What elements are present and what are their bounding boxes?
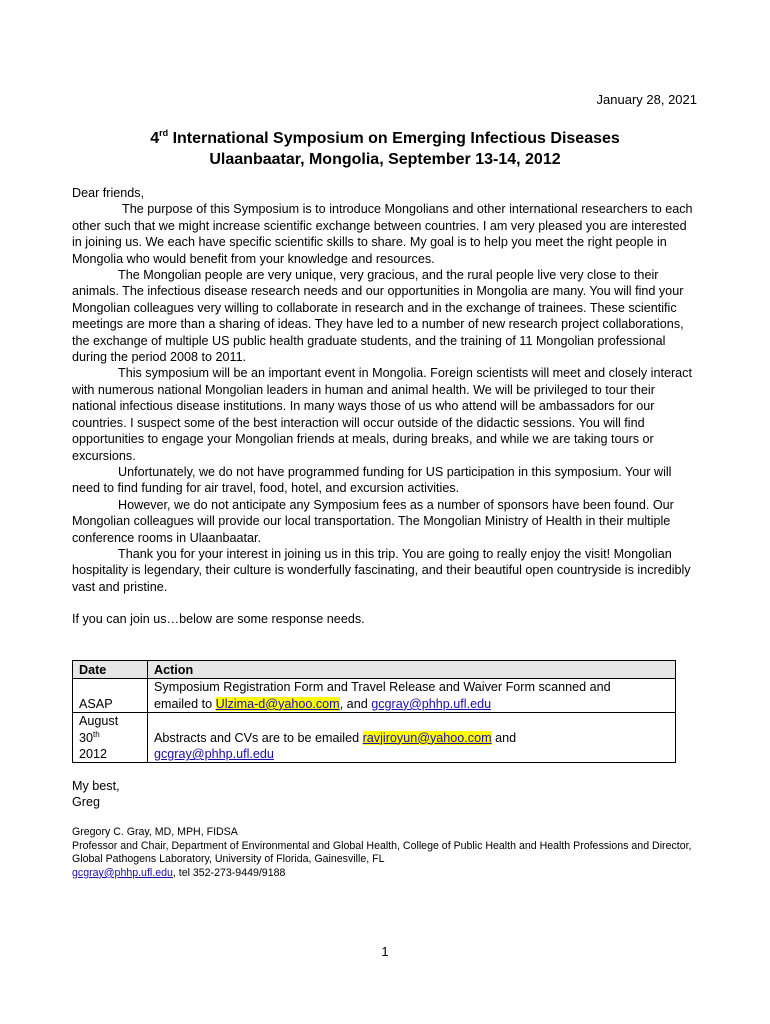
row2-date-month: August [79,714,119,729]
row1-action-line2 [154,696,669,712]
email-link-ravjiroyun[interactable]: ravjiroyun@yahoo.com [362,730,492,745]
letter-body [72,185,698,628]
row2-date-year: 2012 [79,747,108,762]
title-ordinal-suffix: rd [159,128,169,138]
signature-contact [72,867,702,881]
paragraph-fees: However, we do not anticipate any Symposium fees as a number of sponsors have been found. Our Mongolian colleagues will provide our local transportation. The Mongolian Ministry of Health in their multiple conference rooms in Ulaanbaatar. [72,497,674,545]
response-table [72,660,676,763]
email-link-ulzima[interactable]: Ulzima-d@yahoo.com [215,696,340,711]
page-number: 1 [381,944,389,959]
row2-action-middle: and [491,730,517,745]
paragraph-mongolian-people: The Mongolian people are very unique, very gracious, and the rural people live very close to their animals. The infectious disease research needs and our opportunities in Mongolia are many. You will find your Mongolian colleagues very willing to collaborate in research and in the exchange of trainees. These scientific meetings are more than a sharing of ideas. They have led to a number of new research project collaborations, the exchange of multiple US public health graduate students, and the training of 11 Mongolian professional during the period 2008 to 2011. [72,268,684,365]
response-intro: If you can join us…below are some response needs. [72,612,365,627]
closing-line: My best, [72,779,120,793]
table-header-row [73,661,676,679]
salutation: Dear friends, [72,186,145,200]
row2-day-suffix: th [93,729,100,739]
email-link-gcgray-2[interactable]: gcgray@phhp.ufl.edu [154,747,274,762]
signature-position: Professor and Chair, Department of Environmental and Global Health, College of Public Health and Health Professions and Director, Global Pathogens Laboratory, University of Florida, Gainesville, FL [72,839,692,866]
row2-date-day [79,730,141,746]
letter-date: January 28, 2021 [596,92,697,107]
signature-block [72,826,702,880]
spacer [72,595,698,611]
row2-day-number: 30 [79,730,94,745]
document-title [0,128,770,170]
header-action: Action [148,661,676,679]
title-line-1 [0,128,770,149]
closing-name: Greg [72,795,100,810]
row2-date [73,713,148,763]
row2-action [148,713,676,763]
title-ordinal: 4 [150,130,160,147]
signature-phone: , tel 352-273-9449/9188 [172,866,286,879]
row2-action-prefix: Abstracts and CVs are to be emailed [154,730,363,745]
title-line-2: Ulaanbaatar, Mongolia, September 13-14, 2012 [209,151,561,168]
row1-action-prefix: emailed to [154,696,216,711]
paragraph-thanks: Thank you for your interest in joining us in this trip. You are going to really enjoy the visit! Mongolian hospitality is legendary, their culture is wonderfully fascinating, and their beautiful open countryside is incredibly vast and pristine. [72,546,691,594]
row2-action-line1 [154,730,669,746]
row2-action-line2 [154,746,669,762]
closing [72,778,120,811]
table-row [73,713,676,763]
row1-date: ASAP [73,679,148,713]
row1-action [148,679,676,713]
table-row [73,679,676,713]
header-date: Date [73,661,148,679]
title-line-1-text: International Symposium on Emerging Infectious Diseases [168,130,620,147]
paragraph-funding: Unfortunately, we do not have programmed funding for US participation in this symposium. Your will need to find funding for air travel, food, hotel, and excursion activities. [72,464,672,496]
row1-action-line1: Symposium Registration Form and Travel Release and Waiver Form scanned and [154,680,611,695]
paragraph-symposium-event: This symposium will be an important event in Mongolia. Foreign scientists will meet and closely interact with numerous national Mongolian leaders in human and animal health. We will be privileged to tour their national infectious disease institutions. In many ways those of us who attend will be ambassadors for our countries. I suspect some of the best interaction will occur outside of the didactic sessions. You will find opportunities to engage your Mongolian friends at meals, during breaks, and while we are taking tours or excursions. [72,366,692,463]
signature-name: Gregory C. Gray, MD, MPH, FIDSA [72,826,238,838]
signature-email-link[interactable]: gcgray@phhp.ufl.edu [72,866,173,879]
paragraph-purpose: The purpose of this Symposium is to introduce Mongolians and other international researchers to each other such that we might increase scientific exchange between countries. I am very pleased you are interested in joining us. We each have specific scientific skills to share. My goal is to help you meet the right people in Mongolia who would benefit from your knowledge and resources. [72,202,693,266]
email-link-gcgray[interactable]: gcgray@phhp.ufl.edu [371,696,492,711]
row1-action-middle: , and [339,696,372,711]
